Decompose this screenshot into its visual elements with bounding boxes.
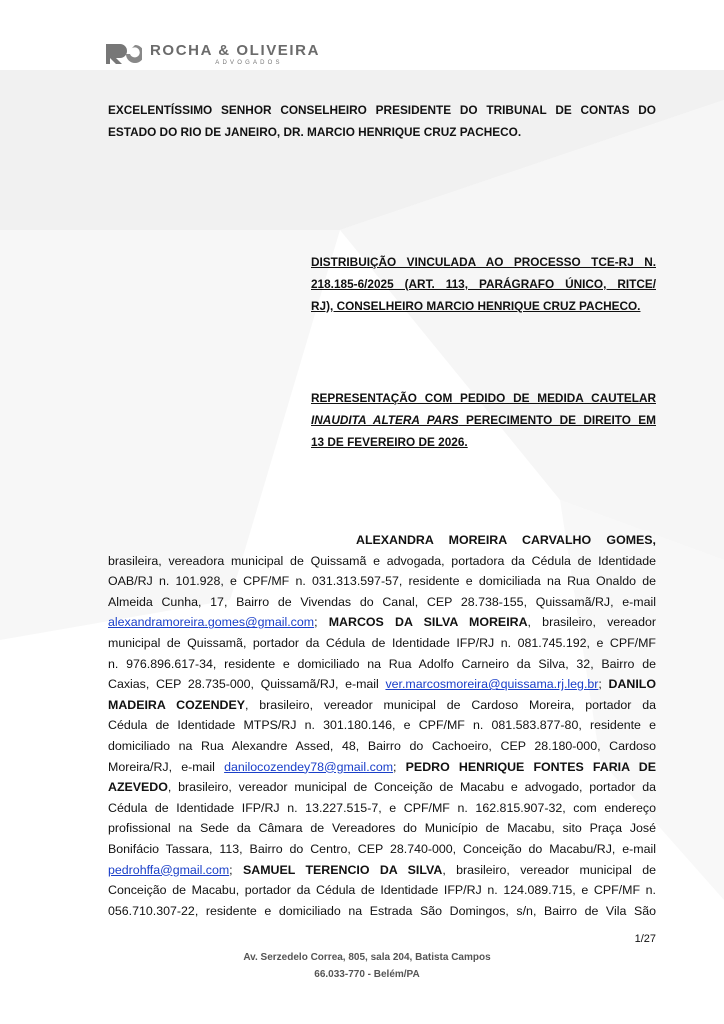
paragraph-line bbox=[108, 736, 656, 757]
paragraph-line bbox=[108, 633, 656, 654]
paragraph-text: ; bbox=[229, 862, 243, 877]
paragraph-line bbox=[108, 777, 656, 798]
paragraph-text: ; bbox=[314, 615, 329, 630]
paragraph-line bbox=[108, 592, 656, 613]
paragraph-text: , brasileiro, vereador municipal de bbox=[442, 862, 657, 877]
paragraph-line bbox=[108, 695, 656, 716]
parties-paragraph bbox=[108, 530, 656, 921]
representation-line: PERECIMENTO DE DIREITO EM bbox=[458, 413, 656, 427]
party-name: MADEIRA COZENDEY bbox=[108, 697, 246, 712]
distribution-line: 218.185-6/2025 (ART. 113, PARÁGRAFO ÚNICO, RITCE/ bbox=[311, 277, 656, 291]
paragraph-line bbox=[108, 551, 656, 572]
party-name: DANILO bbox=[608, 677, 657, 692]
addressee-line: ESTADO DO RIO DE JANEIRO, DR. MARCIO HENRIQUE CRUZ PACHECO. bbox=[108, 125, 522, 139]
firm-logo-icon bbox=[104, 42, 142, 66]
paragraph-text: , brasileiro, vereador bbox=[527, 615, 656, 630]
paragraph-line bbox=[108, 674, 656, 695]
addressee-heading bbox=[108, 99, 656, 143]
footer-postcode-city: 66.033-770 - Belém/PA bbox=[314, 969, 420, 980]
paragraph-text: n. 976.896.617-34, residente e domiciliado na Rua Adolfo Carneiro da Silva, 32, Bairro de bbox=[108, 656, 656, 671]
paragraph-text: , brasileiro, vereador municipal de Cardoso Moreira, portador da bbox=[245, 697, 656, 712]
paragraph-text: OAB/RJ n. 101.928, e CPF/MF n. 031.313.597-57, residente e domiciliada na Rua Onaldo de bbox=[108, 574, 656, 589]
paragraph-text: brasileira, vereadora municipal de Quissamã e advogada, portadora da Cédula de Identidade bbox=[108, 553, 656, 568]
paragraph-line bbox=[108, 901, 656, 922]
paragraph-text: ; bbox=[393, 759, 406, 774]
party-name: AZEVEDO bbox=[108, 780, 168, 795]
paragraph-line bbox=[108, 860, 656, 881]
paragraph-line bbox=[108, 757, 656, 778]
paragraph-line bbox=[108, 530, 656, 551]
firm-logo bbox=[104, 42, 320, 66]
email-link[interactable]: ver.marcosmoreira@quissama.rj.leg.br bbox=[385, 677, 599, 692]
party-name: MARCOS DA SILVA MOREIRA bbox=[328, 615, 528, 630]
paragraph-text: profissional na Sede da Câmara de Vereadores do Município de Macabu, sito Praça José bbox=[108, 821, 656, 836]
party-name: PEDRO HENRIQUE FONTES FARIA DE bbox=[405, 759, 656, 774]
party-name: SAMUEL TERENCIO DA SILVA bbox=[243, 862, 443, 877]
page-number: 1/27 bbox=[634, 933, 656, 945]
addressee-line: EXCELENTÍSSIMO SENHOR CONSELHEIRO PRESIDENTE DO TRIBUNAL DE CONTAS DO bbox=[108, 103, 656, 117]
paragraph-line bbox=[108, 839, 656, 860]
paragraph-text: municipal de Quissamã, portador da Cédula de Identidade IFP/RJ n. 081.745.192, e CPF/MF bbox=[108, 635, 656, 650]
paragraph-text: Cédula de Identidade MTPS/RJ n. 301.180.146, e CPF/MF n. 081.583.877-80, residente e bbox=[108, 718, 656, 733]
paragraph-line bbox=[108, 880, 656, 901]
paragraph-line bbox=[108, 818, 656, 839]
paragraph-text: Almeida Cunha, 17, Bairro de Vivendas do Canal, CEP 28.738-155, Quissamã/RJ, e-mail bbox=[108, 594, 656, 609]
party-name: ALEXANDRA MOREIRA CARVALHO GOMES, bbox=[356, 533, 656, 547]
firm-subtitle: ADVOGADOS bbox=[215, 59, 283, 66]
representation-title bbox=[311, 387, 656, 453]
paragraph-line bbox=[108, 715, 656, 736]
distribution-notice bbox=[311, 251, 656, 317]
email-link[interactable]: pedrohffa@gmail.com bbox=[108, 862, 230, 877]
paragraph-line bbox=[108, 798, 656, 819]
email-link[interactable]: danilocozendey78@gmail.com bbox=[224, 759, 394, 774]
paragraph-text: 056.710.307-22, residente e domiciliado na Estrada São Domingos, s/n, Bairro de Vila São bbox=[108, 903, 656, 918]
paragraph-text: , brasileiro, vereador municipal de Conceição de Macabu e advogado, portador da bbox=[167, 780, 656, 795]
paragraph-text: Bonifácio Tassara, 113, Bairro do Centro, CEP 28.740-000, Conceição do Macabu/RJ, e-mail bbox=[108, 841, 656, 856]
paragraph-text: ; bbox=[598, 677, 609, 692]
representation-line: REPRESENTAÇÃO COM PEDIDO DE MEDIDA CAUTELAR bbox=[311, 391, 656, 405]
paragraph-line bbox=[108, 612, 656, 633]
distribution-line: DISTRIBUIÇÃO VINCULADA AO PROCESSO TCE-RJ N. bbox=[311, 255, 656, 269]
paragraph-text: Cédula de Identidade IFP/RJ n. 13.227.515-7, e CPF/MF n. 162.815.907-32, com endereço bbox=[108, 800, 656, 815]
paragraph-text: domiciliado na Rua Alexandre Assed, 48, Bairro do Cachoeiro, CEP 28.180-000, Cardoso bbox=[108, 738, 656, 753]
paragraph-text: Caxias, CEP 28.735-000, Quissamã/RJ, e-mail bbox=[108, 677, 386, 692]
footer-address: Av. Serzedelo Correa, 805, sala 204, Batista Campos bbox=[243, 952, 491, 963]
distribution-line: RJ), CONSELHEIRO MARCIO HENRIQUE CRUZ PACHECO. bbox=[311, 299, 641, 313]
email-link[interactable]: alexandramoreira.gomes@gmail.com bbox=[108, 615, 315, 630]
paragraph-text: Conceição de Macabu, portador da Cédula de Identidade IFP/RJ n. 124.089.715, e CPF/MF n. bbox=[108, 883, 656, 898]
representation-latin-term: INAUDITA ALTERA PARS bbox=[311, 413, 459, 427]
paragraph-line bbox=[108, 654, 656, 675]
paragraph-line bbox=[108, 571, 656, 592]
representation-date: 13 DE FEVEREIRO DE 2026. bbox=[311, 435, 468, 449]
firm-name: ROCHA & OLIVEIRA bbox=[150, 41, 321, 59]
paragraph-text: Moreira/RJ, e-mail bbox=[108, 759, 225, 774]
